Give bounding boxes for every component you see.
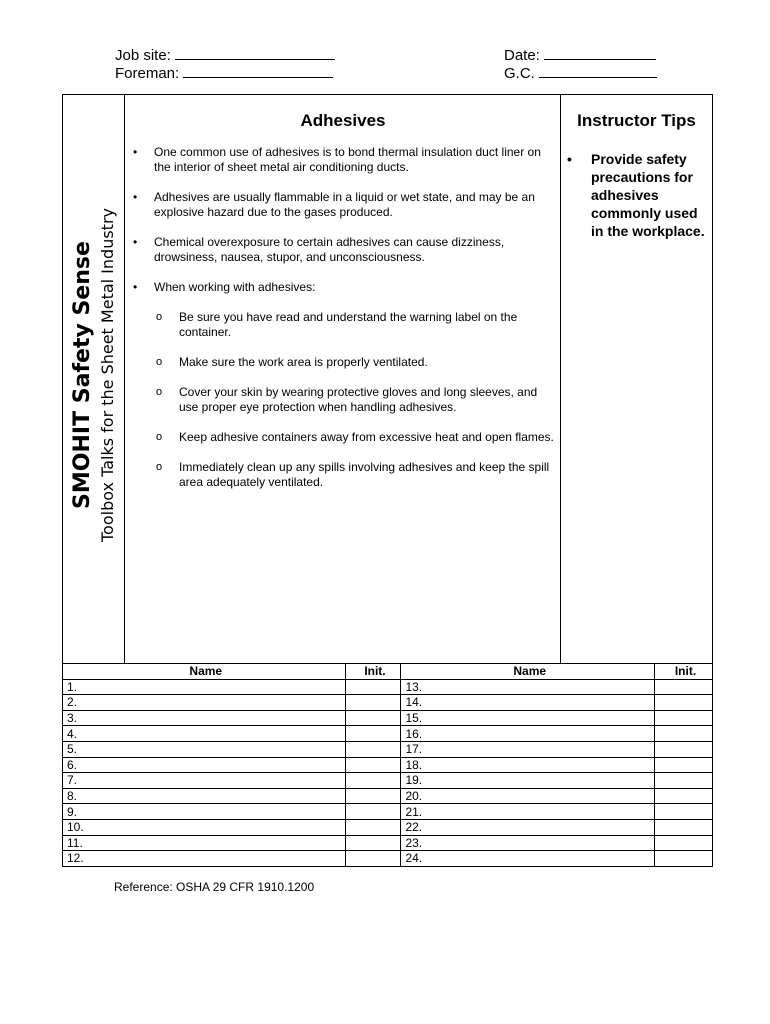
name-cell[interactable]: 13. [401,679,655,695]
name-cell[interactable]: 21. [401,804,655,820]
name-cell[interactable]: 1. [63,679,346,695]
sub-list-item: o Cover your skin by wearing protective gloves and long sleeves, and use proper eye protection when handling adhesives. [156,385,538,414]
sub-list-item: o Immediately clean up any spills involving adhesives and keep the spill area adequately ventilated. [156,460,550,489]
init-cell[interactable] [655,726,713,742]
table-row [63,710,713,726]
sidebar [63,95,125,663]
gc-field [504,65,657,83]
circle-bullet-icon: o [156,461,163,473]
job-site-label: Job site: [115,47,171,64]
init-cell[interactable] [655,710,713,726]
tips-title: Instructor Tips [577,111,696,130]
foreman-blank[interactable] [183,65,333,78]
name-cell[interactable]: 18. [401,757,655,773]
init-cell[interactable] [655,695,713,711]
name-cell[interactable]: 7. [63,773,346,789]
init-cell[interactable] [655,819,713,835]
sub-list-item: o Keep adhesive containers away from excessive heat and open flames. [156,430,554,444]
bullet-icon: • [133,145,138,159]
init-cell[interactable] [655,835,713,851]
name-cell[interactable]: 11. [63,835,346,851]
init-cell[interactable] [345,819,401,835]
init-cell[interactable] [345,710,401,726]
list-item: • One common use of adhesives is to bond thermal insulation duct liner on the interior of sheet metal air conditioning ducts. [133,145,541,174]
init-cell[interactable] [655,757,713,773]
tip-item: • Provide safety precautions for adhesives commonly used in the workplace. [567,151,705,239]
name-column-header: Name [63,664,346,680]
name-cell[interactable]: 6. [63,757,346,773]
sidebar-title: SMOHIT Safety Sense [70,241,95,509]
init-cell[interactable] [655,851,713,867]
signin-rows [63,679,713,866]
init-cell[interactable] [345,851,401,867]
table-row [63,819,713,835]
name-cell[interactable]: 9. [63,804,346,820]
name-cell[interactable]: 10. [63,819,346,835]
date-field [504,47,656,65]
init-cell[interactable] [345,679,401,695]
table-row [63,835,713,851]
circle-bullet-icon: o [156,386,163,398]
init-cell[interactable] [345,741,401,757]
job-site-blank[interactable] [175,47,335,60]
bullet-icon: • [567,151,572,167]
name-cell[interactable]: 22. [401,819,655,835]
table-row [63,726,713,742]
circle-bullet-icon: o [156,311,163,323]
sub-list-item: o Be sure you have read and understand the warning label on the container. [156,310,518,339]
table-header-row [63,664,713,680]
table-row [63,788,713,804]
circle-bullet-icon: o [156,356,163,368]
content-frame [62,94,713,664]
date-blank[interactable] [544,47,656,60]
list-item: • When working with adhesives: [133,280,316,294]
main-content [133,145,557,505]
name-cell[interactable]: 3. [63,710,346,726]
name-cell[interactable]: 8. [63,788,346,804]
init-cell[interactable] [345,695,401,711]
init-cell[interactable] [655,679,713,695]
name-cell[interactable]: 24. [401,851,655,867]
name-cell[interactable]: 23. [401,835,655,851]
init-cell[interactable] [655,741,713,757]
name-cell[interactable]: 20. [401,788,655,804]
name-cell[interactable]: 17. [401,741,655,757]
init-cell[interactable] [655,788,713,804]
tips-divider [560,95,561,663]
table-row [63,741,713,757]
init-column-header: Init. [345,664,401,680]
init-cell[interactable] [655,773,713,789]
date-label: Date: [504,47,540,64]
name-cell[interactable]: 14. [401,695,655,711]
name-cell[interactable]: 12. [63,851,346,867]
name-cell[interactable]: 19. [401,773,655,789]
table-row [63,679,713,695]
init-cell[interactable] [345,788,401,804]
job-site-field [115,47,335,65]
init-cell[interactable] [345,773,401,789]
init-cell[interactable] [655,804,713,820]
gc-blank[interactable] [539,65,657,78]
name-cell[interactable]: 5. [63,741,346,757]
table-row [63,695,713,711]
signin-table [62,663,713,867]
foreman-label: Foreman: [115,65,180,82]
name-column-header: Name [401,664,655,680]
table-row [63,773,713,789]
circle-bullet-icon: o [156,431,163,443]
page-title: Adhesives [300,111,386,130]
name-cell[interactable]: 15. [401,710,655,726]
bullet-icon: • [133,190,138,204]
table-row [63,851,713,867]
list-item: • Adhesives are usually flammable in a liquid or wet state, and may be an explosive hazard due to the gases produced. [133,190,535,219]
name-cell[interactable]: 4. [63,726,346,742]
reference: Reference: OSHA 29 CFR 1910.1200 [114,880,315,894]
table-row [63,757,713,773]
init-cell[interactable] [345,835,401,851]
bullet-icon: • [133,280,138,294]
gc-label: G.C. [504,65,535,82]
init-cell[interactable] [345,804,401,820]
init-cell[interactable] [345,757,401,773]
sidebar-subtitle: Toolbox Talks for the Sheet Metal Industry [98,208,117,542]
init-cell[interactable] [345,726,401,742]
instructor-tips [567,150,712,255]
foreman-field [115,65,333,83]
table-row [63,804,713,820]
bullet-icon: • [133,235,138,249]
name-cell[interactable]: 2. [63,695,346,711]
sidebar-text [69,208,119,542]
sub-list-item: o Make sure the work area is properly ventilated. [156,355,428,369]
name-cell[interactable]: 16. [401,726,655,742]
init-column-header: Init. [655,664,713,680]
list-item: • Chemical overexposure to certain adhesives can cause dizziness, drowsiness, nausea, stupor, and unconsciousness. [133,235,505,264]
